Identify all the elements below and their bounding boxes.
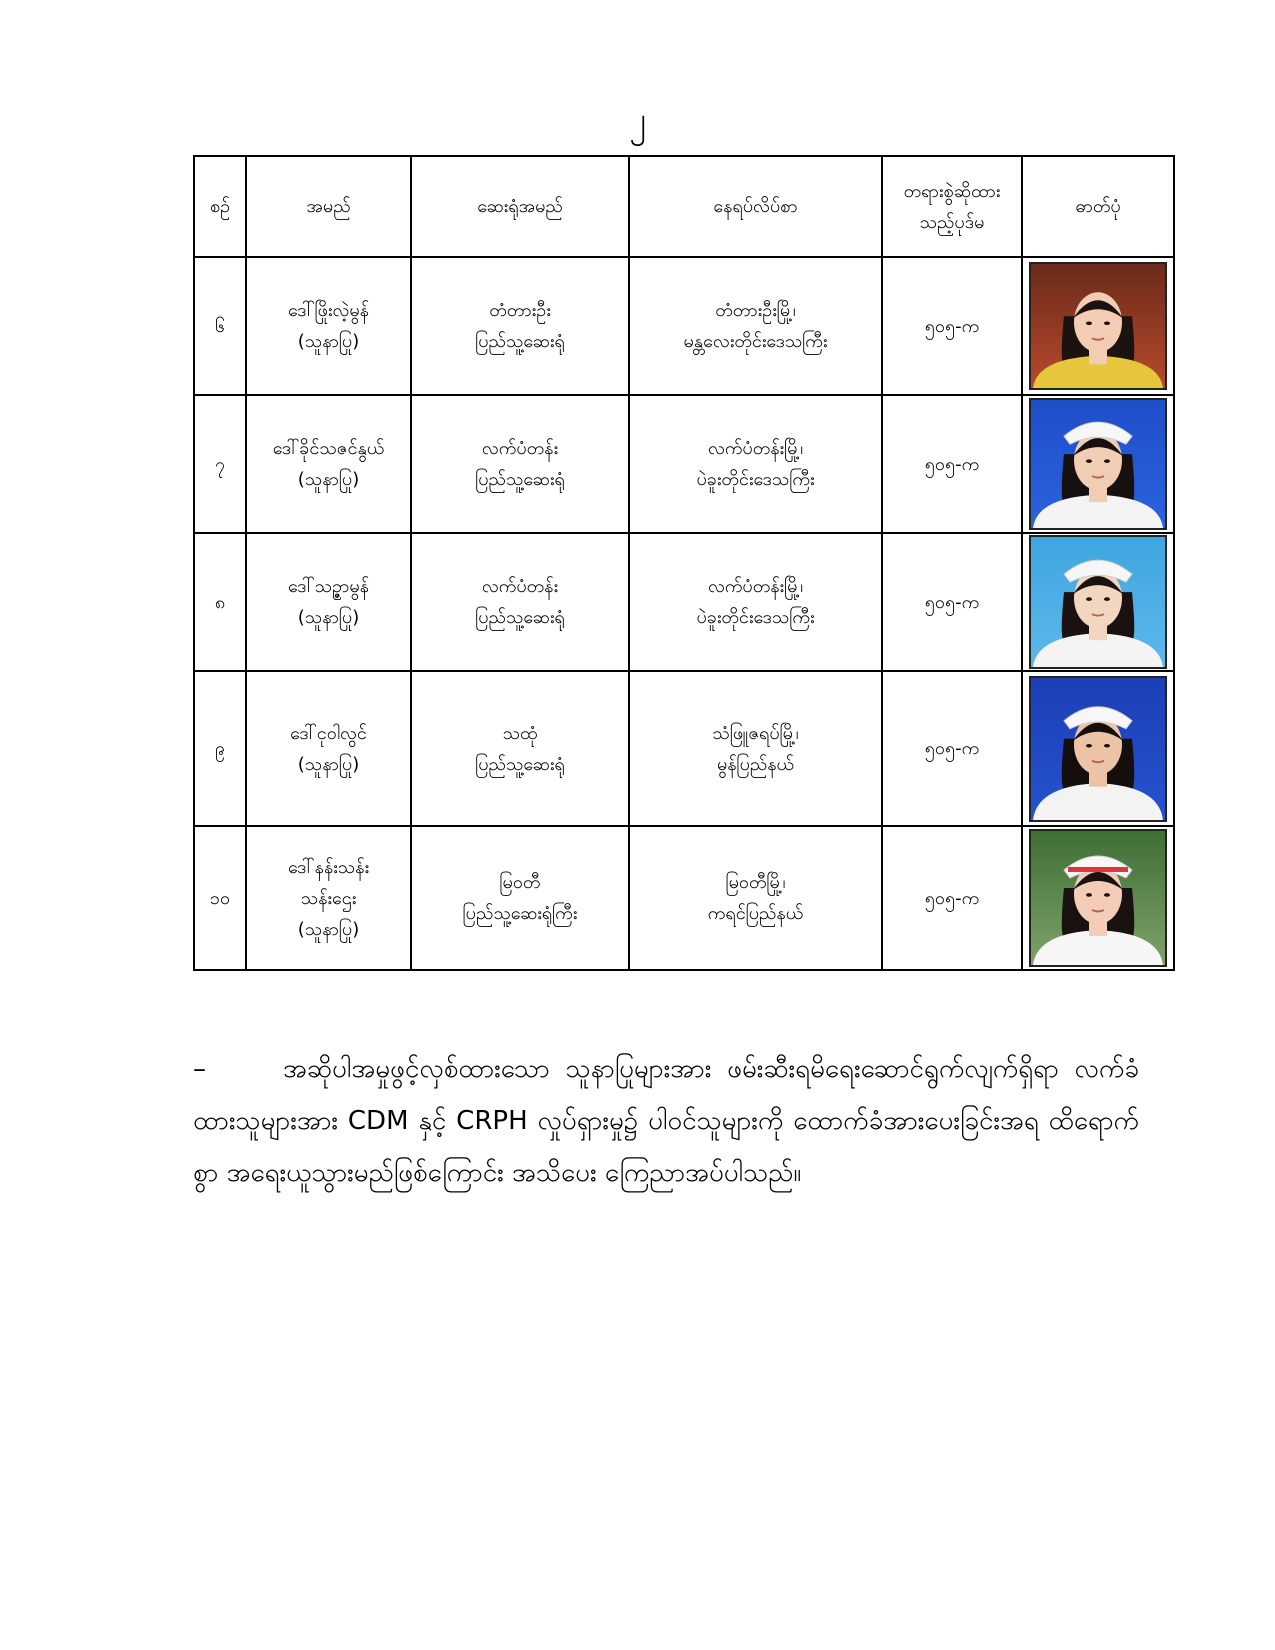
- row-address-line: ကရင်ပြည်နယ်: [707, 903, 804, 924]
- table-row: [194, 395, 1174, 533]
- table-row: [194, 826, 1174, 970]
- table-row: [194, 533, 1174, 671]
- row-hospital-line: သထုံ: [502, 722, 538, 744]
- row-address-line: ပဲခူးတိုင်းဒေသကြီး: [696, 607, 815, 628]
- notice-dash: –: [193, 1054, 206, 1084]
- row-hospital-line: ပြည်သူ့ဆေးရုံ: [475, 607, 565, 628]
- header-section-line1: တရားစွဲဆိုထား: [903, 180, 1001, 202]
- header-photo: ဓာတ်ပုံ: [1022, 156, 1174, 257]
- row-name-line: (သူနာပြု): [297, 753, 360, 775]
- row-name-line: ဒေါ်နန်းသန်း: [287, 856, 370, 878]
- portrait-photo: [1029, 829, 1167, 967]
- row-hospital: [411, 671, 629, 826]
- page-number: ၂: [629, 100, 646, 140]
- header-address: နေရပ်လိပ်စာ: [629, 156, 882, 257]
- row-section: ၅၀၅-က: [882, 257, 1022, 395]
- row-address-line: မွန်ပြည်နယ်: [716, 753, 795, 775]
- row-address-line: ပဲခူးတိုင်းဒေသကြီး: [696, 469, 815, 490]
- row-hospital: [411, 826, 629, 970]
- row-hospital-line: ပြည်သူ့ဆေးရုံ: [475, 753, 565, 775]
- row-address: [629, 533, 882, 671]
- row-number: ၈: [194, 533, 246, 671]
- row-hospital-line: လက်ပံတန်း: [481, 576, 559, 597]
- row-name-line: ဒေါ်ငုဝါလွင်: [290, 722, 367, 744]
- row-section: ၅၀၅-က: [882, 533, 1022, 671]
- row-section: ၅၀၅-က: [882, 826, 1022, 970]
- row-number: ၇: [194, 395, 246, 533]
- row-name: [246, 533, 411, 671]
- row-address-line: သံဖြူဇရပ်မြို့၊: [712, 722, 799, 744]
- row-hospital-line: တံတားဦး: [489, 300, 551, 321]
- row-name-line: (သူနာပြု): [297, 607, 360, 628]
- row-section: ၅၀၅-က: [882, 671, 1022, 826]
- row-section: ၅၀၅-က: [882, 395, 1022, 533]
- row-name-line: သန်းဌေး: [300, 887, 357, 909]
- row-name-line: ဒေါ်ဖြိုးလဲ့မွန်: [288, 300, 369, 321]
- row-number: ၉: [194, 671, 246, 826]
- row-photo-cell: [1022, 671, 1174, 826]
- header-section-line2: သည့်ပုဒ်မ: [919, 211, 985, 233]
- row-name: [246, 671, 411, 826]
- row-address-line: လက်ပံတန်းမြို့၊: [707, 438, 804, 459]
- row-address-line: တံတားဦးမြို့၊: [715, 300, 796, 321]
- row-name-line: ဒေါ်သဥ္ဇာမွန်: [288, 576, 369, 597]
- row-hospital-line: ပြည်သူ့ဆေးရုံ: [475, 469, 565, 490]
- portrait-photo: [1029, 535, 1167, 669]
- row-photo-cell: [1022, 257, 1174, 395]
- row-name: [246, 395, 411, 533]
- row-hospital-line: လက်ပံတန်း: [481, 438, 559, 459]
- table-row: [194, 671, 1174, 826]
- header-section: [882, 156, 1022, 257]
- portrait-photo: [1029, 398, 1167, 530]
- row-address-line: မန္တလေးတိုင်းဒေသကြီး: [683, 331, 828, 352]
- notice-text: အဆိုပါအမှုဖွင့်လှစ်ထားသော သူနာပြုများအား ဖမ်းဆီးရမိရေးဆောင်ရွက်လျက်ရှိရာ လက်ခံထားသူများအား CDM နှင့် CRPH လှုပ်ရှားမှု၌ ပါဝင်သူများကို ထောက်ခံအားပေးခြင်းအရ ထိရောက်စွာ အရေးယူသွားမည်ဖြစ်ကြောင်း အသိပေး ကြေညာအပ်ပါသည်။: [193, 1054, 1139, 1188]
- row-hospital: [411, 533, 629, 671]
- row-photo-cell: [1022, 826, 1174, 970]
- notice-paragraph: [193, 1043, 1139, 1199]
- row-name: [246, 257, 411, 395]
- row-name: [246, 826, 411, 970]
- records-table: [193, 155, 1175, 971]
- row-photo-cell: [1022, 533, 1174, 671]
- row-address: [629, 671, 882, 826]
- row-name-line: (သူနာပြု): [297, 918, 360, 940]
- row-hospital-line: ပြည်သူ့ဆေးရုံကြီး: [462, 903, 578, 924]
- table-header-row: [194, 156, 1174, 257]
- row-address: [629, 395, 882, 533]
- row-hospital-line: မြဝတီ: [499, 872, 541, 893]
- row-address: [629, 257, 882, 395]
- row-hospital-line: ပြည်သူ့ဆေးရုံ: [475, 331, 565, 352]
- portrait-photo: [1029, 676, 1167, 822]
- row-number: ၆: [194, 257, 246, 395]
- row-address: [629, 826, 882, 970]
- row-number: ၁၀: [194, 826, 246, 970]
- row-hospital: [411, 395, 629, 533]
- portrait-photo: [1029, 262, 1167, 390]
- row-hospital: [411, 257, 629, 395]
- row-address-line: မြဝတီမြို့၊: [725, 872, 786, 893]
- row-photo-cell: [1022, 395, 1174, 533]
- header-hospital: ဆေးရုံအမည်: [411, 156, 629, 257]
- row-name-line: (သူနာပြု): [297, 331, 360, 352]
- row-name-line: (သူနာပြု): [297, 469, 360, 490]
- row-address-line: လက်ပံတန်းမြို့၊: [707, 576, 804, 597]
- row-name-line: ဒေါ်ခိုင်သဇင်နွယ်: [272, 438, 385, 459]
- header-no: စဉ်: [194, 156, 246, 257]
- table-row: [194, 257, 1174, 395]
- header-name: အမည်: [246, 156, 411, 257]
